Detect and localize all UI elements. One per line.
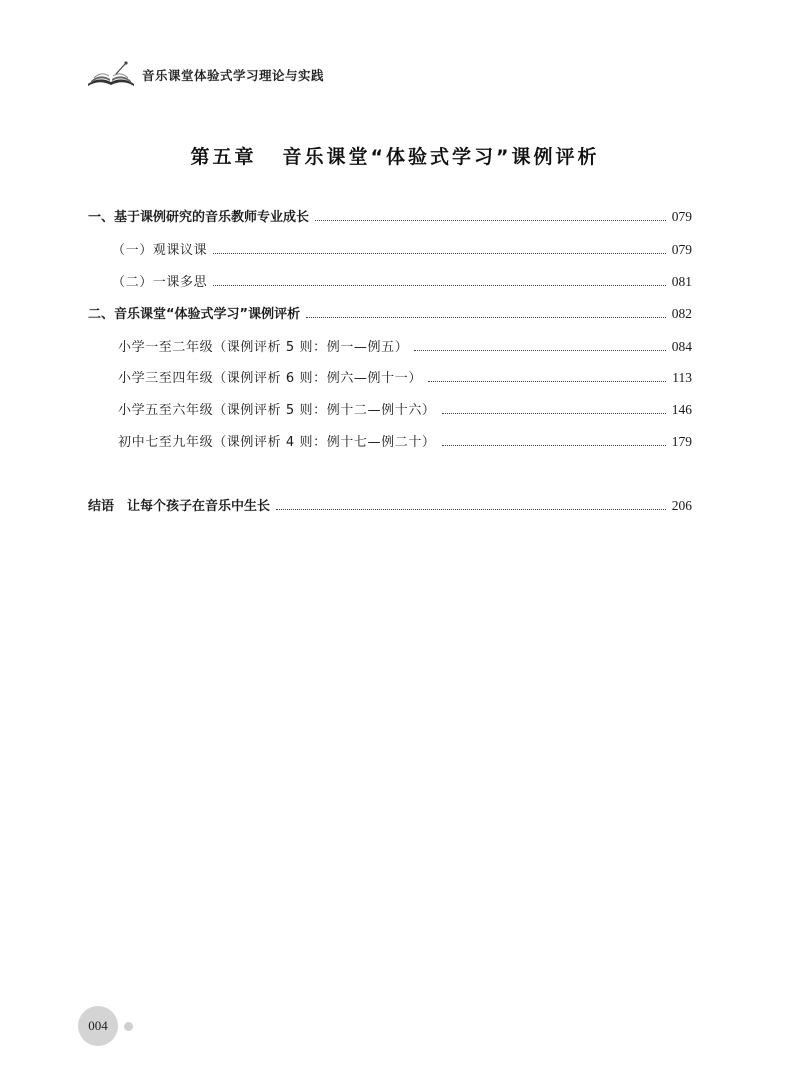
open-book-icon — [86, 60, 136, 88]
dot-leader — [306, 316, 666, 318]
chapter-heading — [0, 142, 790, 169]
toc-entry-page: 082 — [671, 306, 692, 321]
toc-entry-label: 小学一至二年级（课例评析 5 则：例一—例五） — [118, 340, 409, 355]
dot-leader — [442, 412, 666, 414]
toc-entry-label: 二、音乐课堂“体验式学习”课例评析 — [88, 307, 301, 322]
toc-entry[interactable] — [118, 399, 692, 421]
toc-entry-page: 206 — [671, 498, 692, 513]
toc-entry-page: 146 — [671, 402, 692, 417]
page-number: 004 — [88, 1018, 108, 1033]
toc-entry[interactable] — [88, 303, 692, 325]
dot-leader — [428, 380, 666, 382]
toc-entry[interactable] — [112, 271, 692, 293]
toc-entry[interactable] — [118, 336, 692, 358]
toc-entry-page: 113 — [672, 370, 692, 385]
dot-leader — [213, 252, 666, 254]
toc-entry-label: （二）一课多思 — [112, 275, 208, 290]
toc-entry[interactable] — [88, 206, 692, 228]
header-title: 音乐课堂体验式学习理论与实践 — [142, 68, 325, 83]
chapter-title: 音乐课堂“体验式学习”课例评析 — [282, 146, 600, 168]
toc-entry[interactable] — [88, 495, 692, 517]
dot-leader — [442, 444, 666, 446]
toc-entry-label: 小学五至六年级（课例评析 5 则：例十二—例十六） — [118, 403, 436, 418]
toc-entry-page: 079 — [671, 209, 692, 224]
toc-entry-page: 081 — [671, 274, 692, 289]
running-header — [86, 60, 626, 90]
toc-entry-label: （一）观课议课 — [112, 243, 208, 258]
toc-entry-label: 一、基于课例研究的音乐教师专业成长 — [88, 210, 310, 225]
dot-leader — [414, 349, 665, 351]
toc-entry[interactable] — [118, 367, 692, 389]
toc-entry-label: 小学三至四年级（课例评析 6 则：例六—例十一） — [118, 371, 422, 386]
chapter-number: 第五章 — [190, 146, 257, 168]
toc-entry-label: 结语 让每个孩子在音乐中生长 — [88, 499, 271, 514]
toc-entry-page: 084 — [671, 339, 692, 354]
toc-entry[interactable] — [118, 431, 692, 453]
page-number-badge — [78, 1006, 118, 1046]
toc-entry[interactable] — [112, 239, 692, 261]
toc-entry-page: 179 — [671, 434, 692, 449]
decorative-dot — [124, 1022, 133, 1031]
dot-leader — [213, 284, 666, 286]
toc-entry-page: 079 — [671, 242, 692, 257]
dot-leader — [276, 508, 666, 510]
toc-entry-label: 初中七至九年级（课例评析 4 则：例十七—例二十） — [118, 435, 436, 450]
dot-leader — [315, 219, 666, 221]
